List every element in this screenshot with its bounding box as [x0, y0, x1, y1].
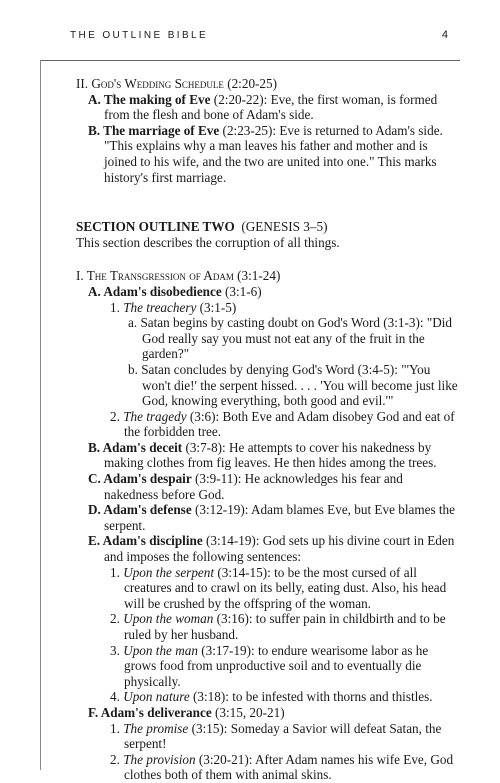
outline-item-C: C. Adam's despair (3:9-11): He acknowledges his fear and nakedness before God. [88, 471, 403, 502]
outline-item-E3: 3. Upon the man (3:17-19): to endure wearisome labor as he grows food from unproductive soil and to eventually die physically. [110, 642, 429, 689]
section-title: SECTION OUTLINE TWO (GENESIS 3–5) [76, 219, 328, 235]
outline-item-B: B. Adam's deceit (3:7-8): He attempts to cover his nakedness by making clothes from fig leaves. He then hides among the trees. [88, 439, 437, 471]
left-rule [40, 60, 41, 770]
outline-heading-part-1: I. The Transgression of Adam (3:1-24) [76, 268, 281, 284]
top-rule [40, 60, 460, 61]
outline-item-F: F. Adam's deliverance (3:15, 20-21) [88, 704, 285, 720]
outline-item-A2: 2. The tragedy (3:6): Both Eve and Adam disobey God and eat of the forbidden tree. [110, 408, 455, 440]
outline-item-A: A. Adam's disobedience (3:1-6) [88, 283, 262, 299]
outline-heading-part-2: II. God's Wedding Schedule (2:20-25) [76, 76, 278, 91]
outline-item-D: D. Adam's defense (3:12-19): Adam blames Eve, but Eve blames the serpent. [88, 502, 455, 533]
outline-item-2b: B. The marriage of Eve (2:23-25): Eve is returned to Adam's side. "This explains why a man leaves his father and mother and is joined to his wife, and the two are united into one." This marks history's first marriage. [88, 122, 443, 185]
outline-item-A1a: a. Satan begins by casting doubt on God's Word (3:1-3): "Did God really say you must not eat any of the fruit in the garden?" [128, 315, 453, 362]
outline-item-F1: 1. The promise (3:15): Someday a Savior will defeat Satan, the serpent! [110, 720, 442, 752]
outline-item-F2: 2. The provision (3:20-21): After Adam names his wife Eve, God clothes both of them with animal skins. [110, 751, 454, 783]
outline-item-E: E. Adam's discipline (3:14-19): God sets up his divine court in Eden and imposes the following sentences: [88, 533, 455, 565]
outline-item-E2: 2. Upon the woman (3:16): to suffer pain in childbirth and to be ruled by her husband. [110, 611, 446, 642]
outline-body [76, 76, 460, 783]
outline-item-E4: 4. Upon nature (3:18): to be infested with thorns and thistles. [110, 689, 433, 705]
section-description: This section describes the corruption of all things. [76, 234, 340, 250]
outline-item-E1: 1. Upon the serpent (3:14-15): to be the most cursed of all creatures and to crawl on its belly, eating dust. Also, his head will be crushed by the offspring of the woman. [110, 564, 447, 611]
book-title: THE OUTLINE BIBLE [70, 30, 209, 41]
running-header [70, 28, 448, 44]
outline-item-2a: A. The making of Eve (2:20-22): Eve, the first woman, is formed from the flesh and bone of Adam's side. [88, 91, 438, 123]
outline-item-A1b: b. Satan concludes by denying God's Word (3:4-5): "'You won't die!' the serpent hissed. . . . 'You will become just like God, knowing everything, both good and evil.'" [128, 361, 458, 409]
page-number: 4 [441, 29, 448, 41]
outline-item-A1: 1. The treachery (3:1-5) [110, 299, 237, 315]
